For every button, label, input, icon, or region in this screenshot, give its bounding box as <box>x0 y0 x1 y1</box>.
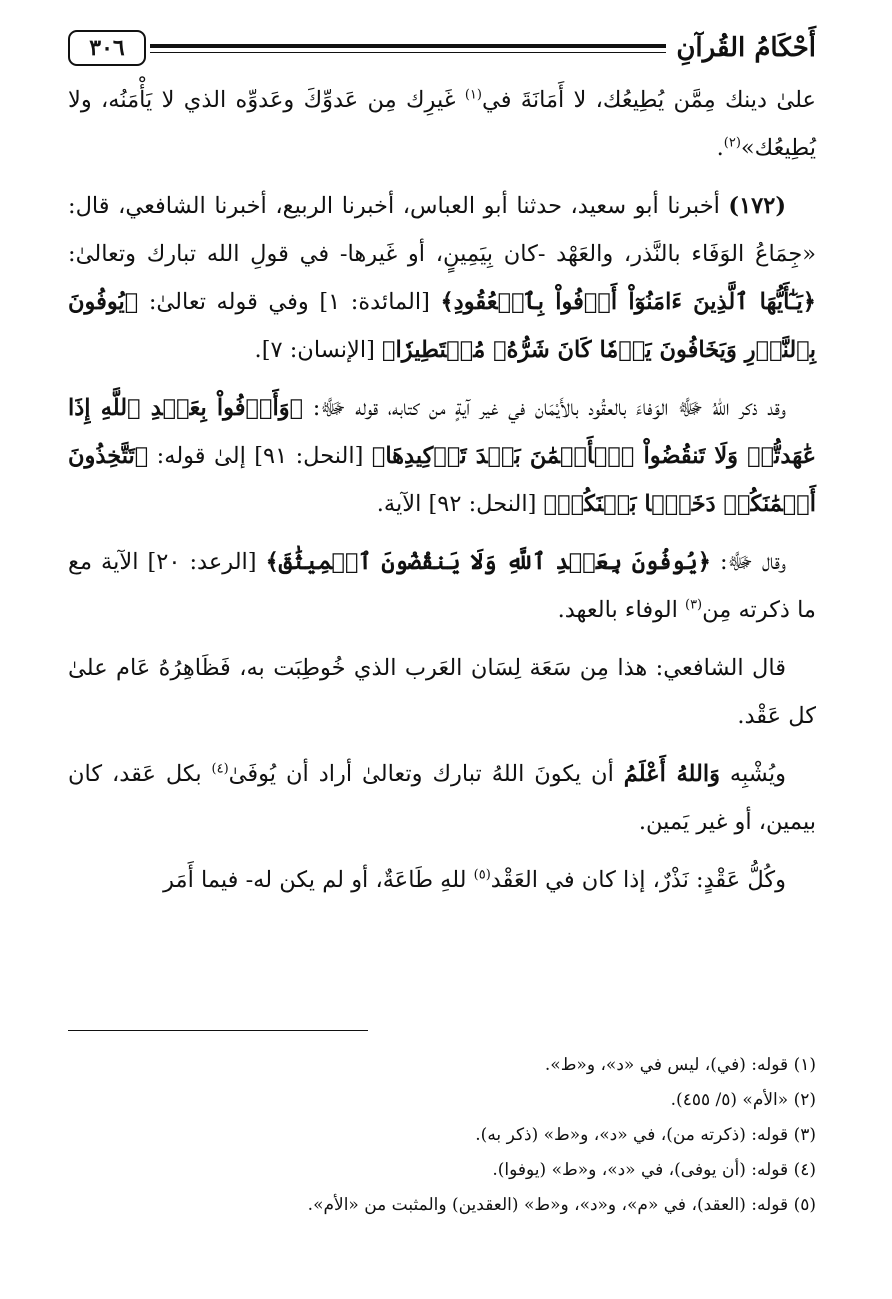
page-header <box>68 30 816 76</box>
footnote-ref: (٥) <box>473 867 491 883</box>
text-span: وكُلُّ عَقْدٍ: نَذْرٌ، إذا كان في العَقْد <box>490 867 786 893</box>
text-span: علىٰ دينك مِمَّن يُطِيعُك، لا أَمَانَةَ في <box>481 87 816 113</box>
text-span: بكل عَقد، كان بيمين، أو غير يَمين. <box>68 761 816 835</box>
footnote-1: (١) قوله: (في)، ليس في «د»، و«ط». <box>544 1055 816 1075</box>
footnote-2: (٢) «الأم» (٥/ ٤٥٥). <box>670 1090 816 1110</box>
quran-verse: ﴿وَأَوۡفُواْ بِعَهۡدِ ٱللَّهِ إِذَا عَٰهَدتُّمۡ وَلَا تَنقُضُواْ ٱلۡأَيۡمَٰنَ بَعۡدَ تَوۡكِيدِهَا﴾ <box>68 395 816 469</box>
verse-reference: [الإنسان: ٧]. <box>254 337 383 363</box>
verse-reference: [النحل: ٩١] <box>245 443 372 469</box>
paragraph-kull-aqd <box>68 856 816 904</box>
footnote-ref: (٤) <box>211 761 229 777</box>
paragraph-yushbih <box>68 750 816 846</box>
text-span: وقال ﷻ: <box>710 549 786 575</box>
page-number: ٣٠٦ <box>68 30 146 66</box>
verse-reference: [المائدة: ١] <box>308 289 441 315</box>
paragraph-shafii <box>68 644 816 740</box>
paragraph-raad <box>68 538 816 634</box>
paragraph-hadith-172 <box>68 182 816 374</box>
verse-reference: [النحل: ٩٢] الآية. <box>376 491 544 517</box>
quran-verse: ﴿يُوفُونَ بِٱلنَّذۡرِ وَيَخَافُونَ يَوۡمٗا كَانَ شَرُّهُۥ مُسۡتَطِيرٗا﴾ <box>68 289 816 363</box>
text-span: للهِ طَاعَةٌ، أو لم يكن له- فيما أَمَر <box>163 867 474 893</box>
footnote-separator <box>68 1030 368 1031</box>
hadith-number: (١٧٢) <box>728 193 786 219</box>
text-span: أن يكونَ اللهُ تبارك وتعالىٰ أراد أن يُوفَىٰ <box>228 761 624 787</box>
paragraph-verses <box>68 384 816 528</box>
footnotes <box>76 1048 816 1223</box>
verse-reference: [الرعد: ٢٠] الآية مع ما ذكرته مِن <box>68 549 816 623</box>
page <box>68 30 816 904</box>
text-span: ولا يُطِيعُك» <box>68 87 816 161</box>
quran-verse: ﴿يَـٰٓأَيُّهَا ٱلَّذِينَ ءَامَنُوٓاْ أَوۡفُواْ بِٱلۡعُقُودِ﴾ <box>440 289 816 315</box>
text-span: إلىٰ قوله: <box>148 443 246 469</box>
body-text <box>68 76 816 904</box>
footnote-4: (٤) قوله: (أن يوفى)، في «د»، و«ط» (يوفوا). <box>492 1160 816 1180</box>
text-span: . <box>716 135 724 161</box>
text-span: ويُشْبِه <box>719 761 786 787</box>
footnote-ref: (١) <box>464 87 482 103</box>
footnote-ref: (٢) <box>723 135 741 151</box>
text-span: غَيرِك مِن عَدوِّكَ وعَدوِّه الذي لا يَأْمَنُه، <box>101 87 465 113</box>
header-rule <box>150 44 666 53</box>
text-span: الوفاء بالعهد. <box>557 597 685 623</box>
text-span: وفي قوله تعالىٰ: <box>138 289 309 315</box>
footnote-ref: (٣) <box>684 597 703 613</box>
text-span: وقد ذكر اللهُ ﷻ الوَفاءَ بالعقُود بالأَيْمَان في غير آيةٍ من كتابه، قوله ﷻ: <box>303 395 787 421</box>
text-span: قال الشافعي: هذا مِن سَعَة لِسَان العَرب الذي خُوطِبَت به، فَظَاهِرُهُ عَام علىٰ كل عَقْد. <box>68 655 816 729</box>
text-span: أخبرنا أبو سعيد، حدثنا أبو العباس، أخبرنا الربيع، أخبرنا الشافعي، قال: «جِمَاعُ الوَفَاء بالنَّذر، والعَهْد -كان بِيَمِينٍ، أو غَيرها- في قولِ الله تبارك وتعالىٰ: <box>68 193 816 267</box>
quran-verse: ﴿تَتَّخِذُونَ أَيۡمَٰنَكُمۡ دَخَلَۢا بَيۡنَكُمۡ﴾ <box>68 443 816 517</box>
paragraph-continuation <box>68 76 816 172</box>
footnote-3: (٣) قوله: (ذكرته من)، في «د»، و«ط» (ذكر به). <box>475 1125 816 1145</box>
book-title: أَحْكَامُ القُرآنِ <box>676 33 816 63</box>
footnote-5: (٥) قوله: (العقد)، في «م»، و«د»، و«ط» (العقدين) والمثبت من «الأم». <box>307 1195 816 1215</box>
quran-verse: ﴿يُوفُونَ بِعَهۡدِ ٱللَّهِ وَلَا يَنقُضُونَ ٱلۡمِيثَٰقَ﴾ <box>265 549 711 575</box>
phrase-wallahu-alam: وَاللهُ أَعْلَمُ <box>623 761 720 787</box>
